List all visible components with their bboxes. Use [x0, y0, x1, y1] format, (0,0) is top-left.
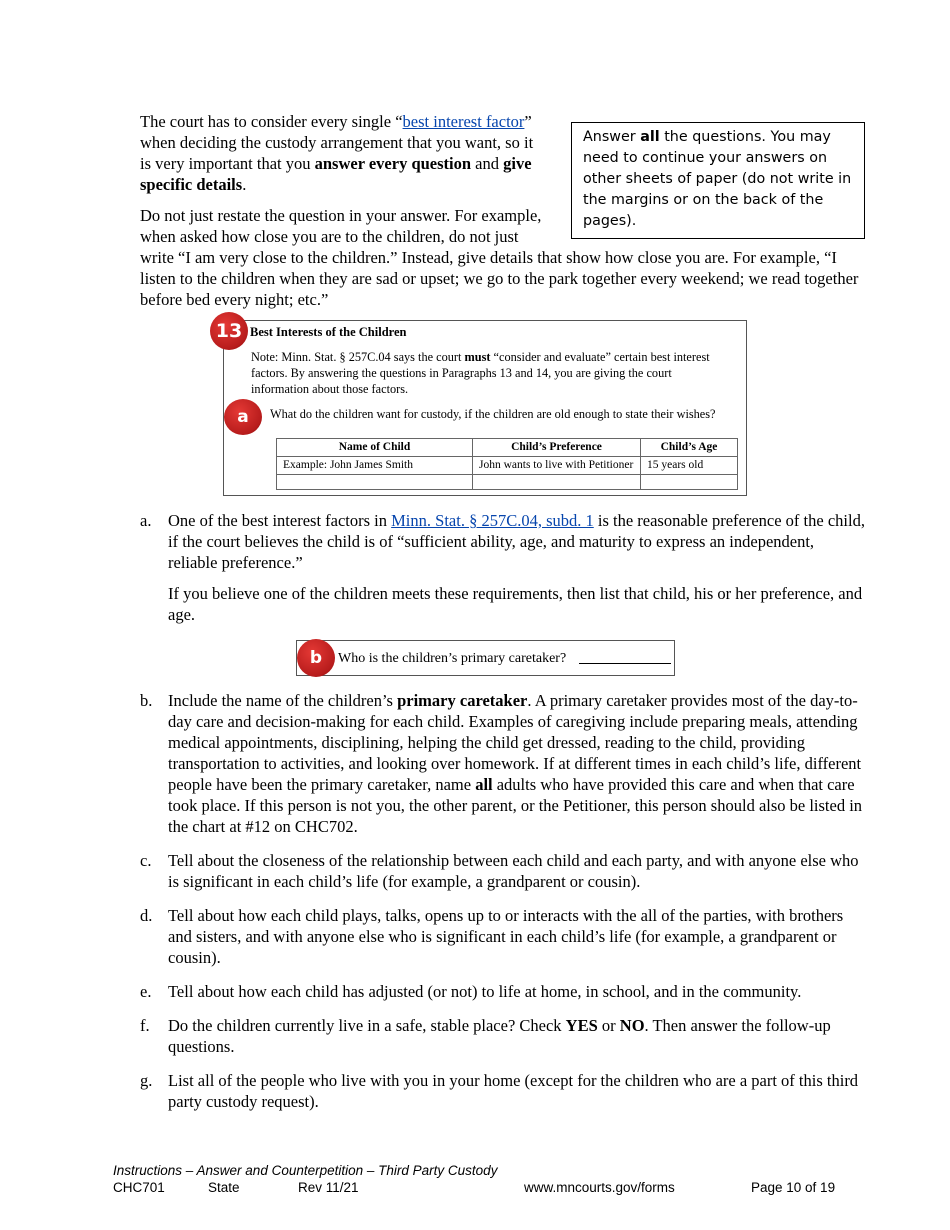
- list-marker: a.: [140, 511, 152, 530]
- list-body: Tell about how each child has adjusted (or not) to life at home, in school, and in the community.: [168, 982, 802, 1001]
- footer-page-number: Page 10 of 19: [751, 1180, 836, 1195]
- table-row: [277, 475, 738, 490]
- question-a-badge: a: [224, 399, 262, 435]
- bold-text: primary caretaker: [397, 691, 528, 710]
- intro-paragraph-2: Do not just restate the question in your answer. For example, when asked how close you are to the children, do not just write “I am very close to the children.” Instead, give details that show how close you are. For example, “I listen to the children when they are sad or upset; we go to the park together every weekend; we read together before bed every night; etc.”: [140, 206, 859, 309]
- text: . Then answer the follow-up questions.: [168, 1016, 831, 1056]
- text: Include the name of the children’s: [168, 691, 398, 710]
- callout-bold: all: [640, 129, 660, 145]
- callout-text-start: Answer: [583, 129, 641, 145]
- callout-text-end: the questions. You may need to continue your answers on other sheets of paper (do not write in the margins or on the back of the pages).: [583, 129, 852, 229]
- list-marker: c.: [140, 851, 152, 870]
- text: or: [597, 1016, 620, 1035]
- list-item: [140, 1070, 865, 1112]
- text: . A primary caretaker provides most of the day-to-day care and decision-making for each child. Examples of caregiving include preparing meals, attending medical appointments, disciplining, helping the child get dressed, reading to the child, providing transportation to activities, and looking over homework. If at different times in each child’s life, different people have been the primary caretaker, name: [168, 691, 862, 794]
- bold-text: answer every question: [314, 154, 472, 173]
- list-body: Tell about how each child plays, talks, opens up to or interacts with the all of the parties, with brothers and sisters, and with anyone else who is significant in each child’s life (for example, a grandparent or cousin).: [168, 906, 844, 967]
- text: ” when deciding the custody arrangement that you want, so it is very important that you: [140, 112, 534, 173]
- bold-text: all: [475, 775, 493, 794]
- text: Note: Minn. Stat. § 257C.04 says the court: [251, 350, 465, 364]
- bold-text: YES: [565, 1016, 598, 1035]
- footer-revision: Rev 11/21: [298, 1180, 359, 1195]
- paragraph: If you believe one of the children meets these requirements, then list that child, his or her preference, and age.: [168, 584, 863, 624]
- item-d: [140, 905, 865, 968]
- list-body: Tell about the closeness of the relationship between each child and each party, and with anyone else who is significant in each child’s life (for example, a grandparent or cousin).: [168, 851, 859, 891]
- form-excerpt-note: [251, 349, 731, 397]
- table-cell: [641, 475, 738, 490]
- item-g: [140, 1070, 865, 1112]
- list-body: [168, 510, 865, 625]
- form-excerpt-title: Best Interests of the Children: [250, 325, 407, 339]
- list-marker: d.: [140, 906, 153, 925]
- section-13-badge: 13: [210, 312, 248, 350]
- table-header-row: [277, 439, 738, 457]
- item-e: [140, 981, 865, 1002]
- footer-website: www.mncourts.gov/forms: [524, 1180, 675, 1195]
- question-b-badge: b: [297, 639, 335, 677]
- text: “consider and evaluate” certain best interest factors. By answering the questions in Paragraphs 13 and 14, you are giving the court information about those factors.: [251, 350, 710, 396]
- bold-text: give specific details: [140, 154, 532, 194]
- table-cell: Example: John James Smith: [277, 457, 473, 475]
- text: is the reasonable preference of the child, if the court believes the child is of “sufficient ability, age, and maturity to express an independent, reliable preference.”: [168, 511, 865, 572]
- text: The court has to consider every single “: [140, 112, 403, 131]
- list-marker: f.: [140, 1016, 150, 1035]
- child-preference-table: [276, 438, 738, 490]
- list-item: [140, 981, 865, 1002]
- footer-jurisdiction: State: [208, 1180, 240, 1195]
- list-item: [140, 1015, 865, 1057]
- list-item: [140, 850, 865, 892]
- column-header: Name of Child: [277, 439, 473, 457]
- form-excerpt-primary-caretaker: [296, 640, 675, 676]
- best-interest-factor-link[interactable]: best interest factor: [402, 112, 525, 131]
- footer-form-code: CHC701: [113, 1180, 165, 1195]
- footer-title: Instructions – Answer and Counterpetition – Third Party Custody: [113, 1163, 498, 1178]
- bold-text: NO: [619, 1016, 645, 1035]
- list-item: [140, 690, 865, 837]
- list-marker: g.: [140, 1071, 153, 1090]
- minn-stat-257c04-link[interactable]: Minn. Stat. § 257C.04, subd. 1: [391, 511, 594, 530]
- text: and: [471, 154, 504, 173]
- question-b-text: Who is the children’s primary caretaker?: [338, 651, 567, 666]
- page-footer: [113, 1162, 853, 1196]
- table-cell: John wants to live with Petitioner: [473, 457, 641, 475]
- table-cell: [277, 475, 473, 490]
- text: .: [242, 175, 247, 194]
- intro-section: [140, 111, 865, 320]
- table-cell: 15 years old: [641, 457, 738, 475]
- item-f: [140, 1015, 865, 1057]
- answer-line: [579, 663, 671, 664]
- list-body: [168, 1015, 865, 1057]
- table-row: [277, 457, 738, 475]
- table-cell: [473, 475, 641, 490]
- column-header: Child’s Preference: [473, 439, 641, 457]
- item-c: [140, 850, 865, 892]
- form-excerpt-best-interests: [215, 320, 747, 496]
- text: Do the children currently live in a safe, stable place? Check: [168, 1016, 566, 1035]
- list-item: [140, 905, 865, 968]
- text: One of the best interest factors in: [168, 511, 392, 530]
- list-item: [140, 510, 865, 625]
- text: adults who have provided this care and when that care took place. If this person is not you, the other parent, or the Petitioner, this person should also be listed in the chart at #12 on CHC702.: [168, 775, 863, 836]
- item-b: [140, 690, 865, 837]
- column-header: Child’s Age: [641, 439, 738, 457]
- bold-text: must: [464, 350, 491, 364]
- list-marker: e.: [140, 982, 152, 1001]
- footer-row: [113, 1179, 853, 1196]
- list-marker: b.: [140, 691, 153, 710]
- item-a: [140, 510, 865, 625]
- list-body: [168, 690, 865, 837]
- callout-box: [571, 122, 865, 239]
- paragraph: [168, 510, 865, 573]
- question-a-text: What do the children want for custody, if the children are old enough to state their wishes?: [270, 407, 716, 421]
- list-body: List all of the people who live with you in your home (except for the children who are a part of this third party custody request).: [168, 1071, 859, 1111]
